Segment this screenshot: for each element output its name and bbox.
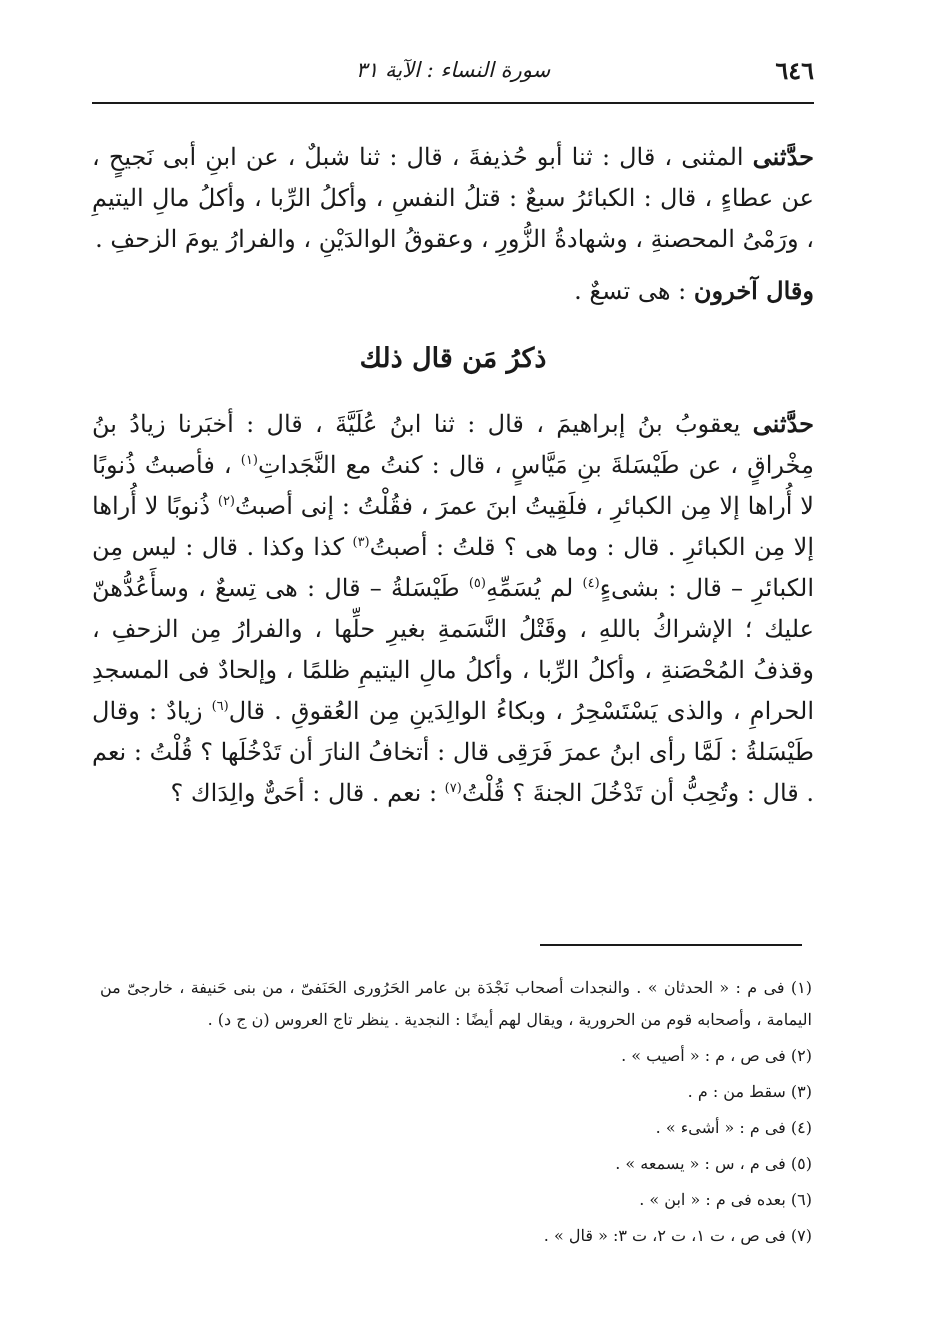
footnote-ref-5: (٥) (468, 576, 486, 591)
paragraph-3 (92, 403, 814, 814)
footnote-2: (٢) فى ص ، م : « أصيب » . (621, 1046, 812, 1065)
main-text (92, 136, 814, 814)
footnote-6: (٦) بعده فى م : « ابن » . (639, 1190, 812, 1209)
footnote-ref-1: (١) (240, 453, 258, 468)
section-heading: ذكرُ مَن قال ذلك (359, 343, 547, 374)
paragraph-1-text: المثنى ، قال : ثنا أبو حُذيفةَ ، قال : ثنا شبلٌ ، عن ابنِ أبى نَجيحٍ ، عن عطاءٍ ، قال : الكبائرُ سبعٌ : قتلُ النفسِ ، وأكلُ الرِّبا ، وأكلُ مالِ اليتيمِ ، ورَمْىُ المحصنةِ ، وشهادةُ الزُّورِ ، وعقوقُ الوالدَيْنِ ، والفرارُ يومَ الزحفِ . (92, 143, 814, 253)
paragraph-3-text-b: ، فأصبتُ ذُنوبًا لا أُراها إلا مِن الكبائرِ ، فلَقِيتُ ابنَ عمرَ ، فقُلْتُ : إنى أصبتُ (92, 451, 814, 520)
paragraph-2-lead: وقال آخرون (693, 276, 814, 305)
footnote-7: (٧) فى ص ، ت ١، ت ٢، ت ٣: « قال » . (543, 1226, 812, 1245)
page-number: ٦٤٦ (775, 56, 814, 85)
footnote-rule (540, 944, 802, 946)
footnote-ref-2: (٢) (217, 494, 235, 509)
paragraph-3-text-e: لم يُسَمِّهِ (485, 574, 583, 602)
footnote-ref-3: (٣) (352, 535, 370, 550)
footnote-ref-6: (٦) (211, 699, 229, 714)
footnote-ref-7: (٧) (444, 781, 462, 796)
paragraph-3-text-c: ذُنوبًا لا أُراها إلا مِن الكبائرِ . قال : وما هى ؟ قلتُ : أصبتُ (92, 492, 814, 561)
page-header (92, 52, 814, 98)
footnotes (100, 972, 812, 1256)
paragraph-1-lead: حدَّثنى (752, 142, 814, 171)
paragraph-3-text-f: طَيْسَلةُ – قال : هى تِسعٌ ، وسأَعُدُّهنّ عليك ؛ الإشراكُ باللهِ ، وقَتْلُ النَّسَمةِ بغيرِ حلِّها ، والفرارُ مِن الزحفِ ، وقذفُ المُحْصَنةِ ، وأكلُ الرِّبا ، وأكلُ مالِ اليتيمِ ظلمًا ، وإلحادٌ فى المسجدِ الحرامِ ، والذى يَسْتَسْحِرُ ، وبكاءُ الوالِدَينِ مِن العُقوقِ . قال (92, 574, 814, 725)
paragraph-3-text-h: : نعم . قال : أحَىٌّ والِدَاك ؟ (170, 779, 445, 807)
paragraph-3-lead: حدَّثنى (752, 409, 814, 438)
running-title: سورة النساء : الآية ٣١ (355, 58, 551, 82)
paragraph-2-text: : هى تسعٌ . (574, 277, 694, 305)
paragraph-3-text-g: زيادٌ : وقال طَيْسَلةُ : لَمَّا رأى ابنُ عمرَ فَرَقِى قال : أتخافُ النارَ أن تَدْخُلَها ؟ قُلْتُ : نعم . قال : وتُحِبُّ أن تَدْخُلَ الجنةَ ؟ قُلْتُ (92, 697, 814, 807)
paragraph-3-text-d: كذا وكذا . قال : ليس مِن الكبائرِ – قال : بشىءٍ (92, 533, 814, 602)
footnote-5: (٥) فى م ، س : « يسمعه » . (615, 1154, 812, 1173)
paragraph-2 (92, 270, 814, 312)
footnote-3: (٣) سقط من : م . (687, 1082, 812, 1101)
header-rule (92, 102, 814, 104)
footnote-1: (١) فى م : « الحدثان » . والنجدات أصحاب نَجْدَة بن عامر الحَرُورى الحَنَفىّ ، من بنى حَنيفة ، خارجىّ من اليمامة ، وأصحابه قوم من الحرورية ، ويقال لهم أيضًا : النجدية . ينظر تاج العروس (ن ج د) . (100, 978, 812, 1029)
footnote-4: (٤) فى م : « أشىء » . (655, 1118, 812, 1137)
footnote-ref-4: (٤) (582, 576, 600, 591)
paragraph-1 (92, 136, 814, 260)
paragraph-3-text-a: يعقوبُ بنُ إبراهيمَ ، قال : ثنا ابنُ عُلَيَّةَ ، قال : أخبَرنا زيادُ بنُ مِخْراقٍ ، عن طَيْسَلةَ بنِ مَيَّاسٍ ، قال : كنتُ مع النَّجَداتِ (92, 410, 814, 479)
